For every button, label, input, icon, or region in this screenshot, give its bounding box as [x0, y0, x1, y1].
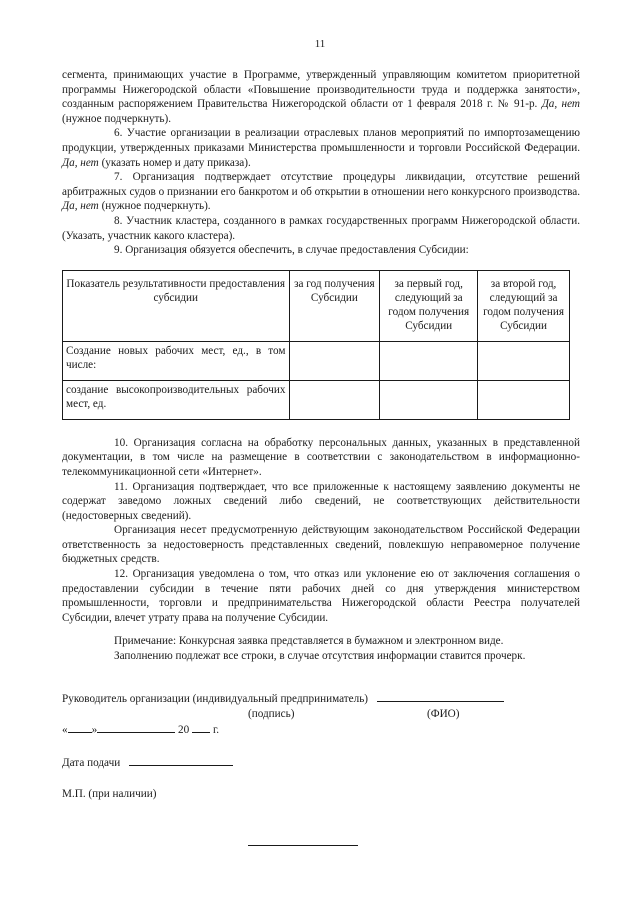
document-body [62, 68, 580, 664]
subsidy-indicators-table [62, 270, 570, 420]
paragraph-text: (нужное подчеркнуть). [98, 200, 211, 213]
table-cell-empty [478, 380, 570, 419]
submit-date-label: Дата подачи [62, 757, 121, 770]
spacer [62, 737, 582, 754]
signature-block [62, 690, 582, 801]
table-cell-empty [380, 380, 478, 419]
paragraph-11-liability: Организация несет предусмотренную действующим законодательством Российской Федерации ответственность за недостоверность представленных сведений, повлекшую неправомерное получение бюджетных средств. [62, 524, 580, 566]
note-block [62, 634, 580, 663]
head-signature-row [62, 690, 582, 707]
paragraph-text: (нужное подчеркнуть). [62, 112, 172, 125]
table-row-label: создание высокопроизводительных рабочих мест, ед. [63, 380, 290, 419]
table-cell-empty [380, 341, 478, 380]
year-suffix: г. [210, 723, 220, 736]
yes-no-options: Да, нет [62, 200, 99, 213]
seal-label: М.П. (при наличии) [62, 787, 157, 800]
seal-row [62, 787, 582, 802]
yes-no-options: Да, нет [62, 156, 99, 169]
yes-no-options: Да, нет [541, 98, 580, 111]
head-signature-line[interactable] [377, 690, 504, 702]
paragraph-text: (указать номер и дату приказа). [98, 156, 251, 169]
date-close-quote: » [91, 723, 98, 736]
paragraph-7 [62, 170, 580, 214]
fio-sublabel: (ФИО) [427, 707, 460, 720]
table-header-row [63, 270, 570, 341]
submit-date-line[interactable] [129, 754, 233, 766]
paragraph-12: 12. Организация уведомлена о том, что отказ или уклонение ею от заключения соглашения о предоставлении субсидии в течение пяти рабочих дней со дня утверждения министерством промышленности, торговли и предпринимательства Нижегородской области Реестра получателей Субсидии, влечет утрату права на получение Субсидии. [62, 568, 580, 624]
date-row [62, 721, 582, 738]
month-line[interactable] [97, 721, 175, 733]
table-header-cell: за второй год, следующий за годом получения Субсидии [478, 270, 570, 341]
table-cell-empty [289, 341, 380, 380]
table-header-cell: за год получения Субсидии [289, 270, 380, 341]
signature-sublabels [62, 707, 582, 721]
paragraph-text: 7. Организация подтверждает отсутствие процедуры ликвидации, отсутствие решений арбитражных судов о признании его банкротом и об открытии в отношении него конкурсного производства. [62, 171, 580, 198]
table-cell-empty [289, 380, 380, 419]
paragraph-9: 9. Организация обязуется обеспечить, в случае предоставления Субсидии: [114, 244, 469, 257]
head-signature-label: Руководитель организации (индивидуальный предприниматель) [62, 693, 369, 705]
spacer [62, 771, 582, 787]
footer-rule [248, 845, 358, 846]
table-header-cell: Показатель результативности предоставления субсидии [63, 270, 290, 341]
table-row-label: Создание новых рабочих мест, ед., в том числе: [63, 341, 290, 380]
paragraph-text: сегмента, принимающих участие в Программе, утвержденный управляющим комитетом приоритетной программы Нижегородской области «Повышение производительности труда и поддержка занятости», созданным распоряжением Правительства Нижегородской области от 1 февраля 2018 г. № 91-р. [62, 69, 580, 111]
table-header-cell: за первый год, следующий за годом получения Субсидии [380, 270, 478, 341]
table-row [63, 341, 570, 380]
paragraph-10: 10. Организация согласна на обработку персональных данных, указанных в представленной документации, в том числе на размещение в соответствии с законодательством в информационно-телекоммуникационной сети «Интернет». [62, 436, 580, 478]
table-row [63, 380, 570, 419]
paragraph-text: 6. Участие организации в реализации отраслевых планов мероприятий по импортозамещению продукции, утвержденных приказами Министерства промышленности и торговли Российской Федерации. [62, 127, 580, 154]
submit-date-row [62, 754, 582, 771]
paragraph-11: 11. Организация подтверждает, что все приложенные к настоящему заявлению документы не содержат заведомо ложных сведений либо сведений, не соответствующих действительности (недостоверных сведений). [62, 480, 580, 522]
signature-sublabel: (подпись) [248, 707, 295, 720]
table-cell-empty [478, 341, 570, 380]
year-line[interactable] [192, 721, 210, 733]
note-paper-and-electronic: Примечание: Конкурсная заявка представляется в бумажном и электронном виде. [114, 635, 504, 648]
paragraph-continuation [62, 68, 580, 126]
page-number: 11 [314, 38, 326, 50]
year-prefix: 20 [175, 723, 190, 736]
date-open-quote: « [62, 723, 68, 736]
paragraph-8: 8. Участник кластера, созданного в рамках государственных программ Нижегородской области. (Указать, участник какого кластера). [62, 214, 580, 242]
paragraph-6 [62, 126, 580, 170]
note-fill-all-rows: Заполнению подлежат все строки, в случае отсутствия информации ставится прочерк. [114, 650, 526, 663]
day-line[interactable] [68, 721, 92, 733]
